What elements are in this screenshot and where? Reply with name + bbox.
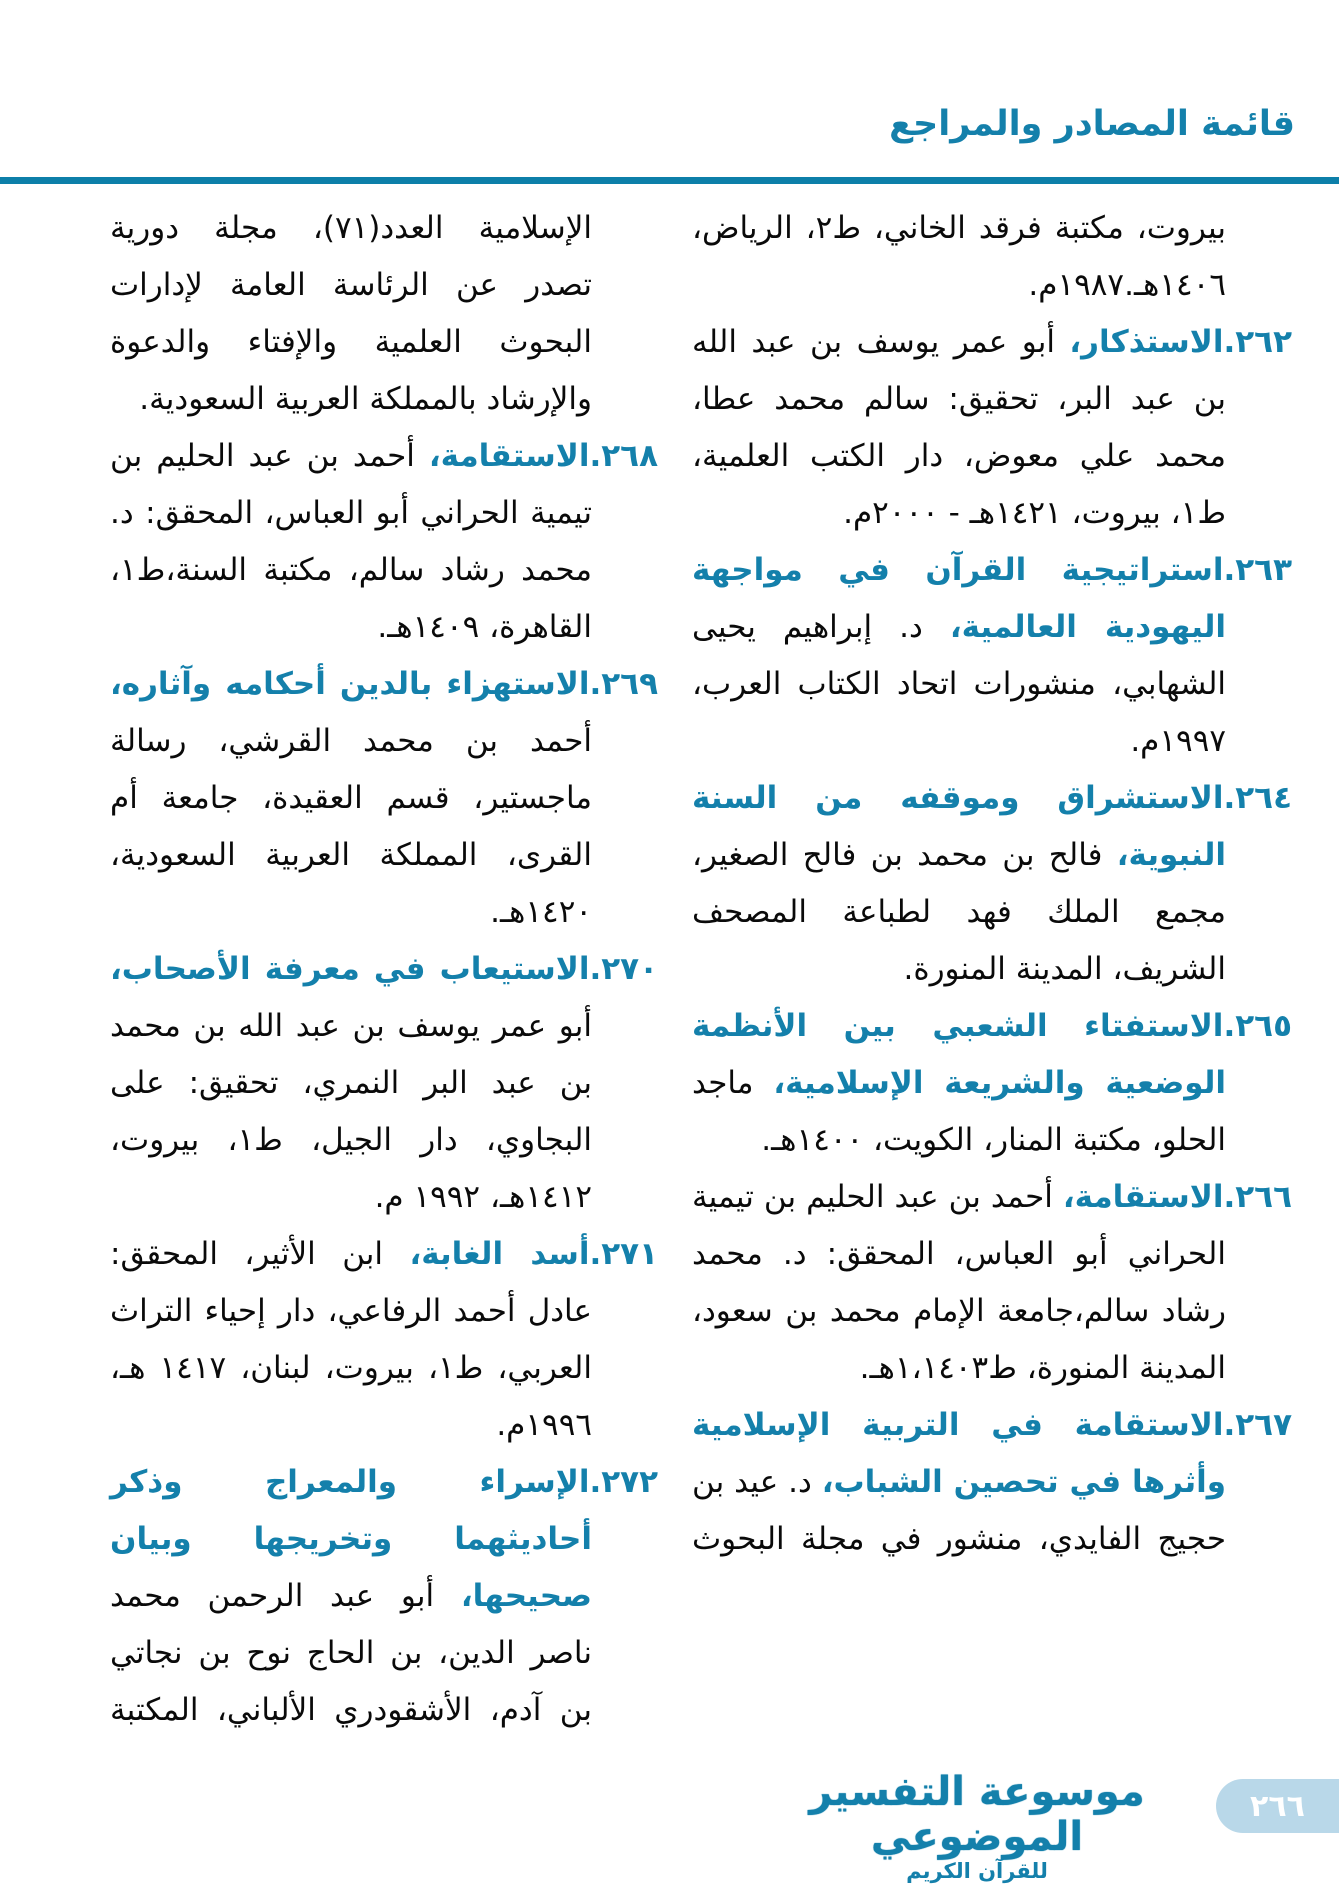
entry-title: الاستقامة، bbox=[428, 438, 590, 474]
entry-body: أحمد بن محمد القرشي، رسالة ماجستير، قسم العقيدة، جامعة أم القرى، المملكة العربية السعودية، ١٤٢٠هـ. bbox=[110, 723, 592, 930]
entry-title: الإسراء والمعراج وذكر أحاديثهما وتخريجها وبيان صحيحها، bbox=[110, 1464, 592, 1614]
entry-body: د. عيد بن حجيج الفايدي، منشور في مجلة البحوث bbox=[692, 1464, 1226, 1557]
page-number: ٢٦٦ bbox=[1250, 1788, 1305, 1824]
bib-entry-272 bbox=[110, 1454, 658, 1739]
entry-body: ابن الأثير، المحقق: عادل أحمد الرفاعي، دار إحياء التراث العربي، ط١، بيروت، لبنان، ١٤١٧ هـ، ١٩٩٦م. bbox=[110, 1236, 592, 1443]
entry-title: الاستهزاء بالدين أحكامه وآثاره، bbox=[110, 666, 590, 702]
header-rule bbox=[0, 177, 1339, 184]
page-title: قائمة المصادر والمراجع bbox=[889, 104, 1295, 144]
encyclopedia-logo bbox=[752, 1770, 1202, 1883]
bib-entry-266 bbox=[692, 1169, 1292, 1397]
entry-number: ٢٧١. bbox=[589, 1236, 658, 1272]
logo-calligraphy-sub: للقرآن الكريم bbox=[906, 1858, 1048, 1883]
bib-entry-263 bbox=[692, 542, 1292, 770]
entry-number: ٢٦٢. bbox=[1223, 324, 1292, 360]
entry-continuation: الإسلامية العدد(٧١)، مجلة دورية تصدر عن الرئاسة العامة لإدارات البحوث العلمية والإفتاء والدعوة والإرشاد بالمملكة العربية السعودية. bbox=[110, 210, 592, 417]
bib-entry-268 bbox=[110, 428, 658, 656]
entry-number: ٢٦٣. bbox=[1223, 552, 1292, 588]
entry-title: استراتيجية القرآن في مواجهة اليهودية العالمية، bbox=[692, 552, 1226, 645]
entry-title: أسد الغابة، bbox=[409, 1236, 590, 1272]
entry-title: الاستفتاء الشعبي بين الأنظمة الوضعية والشريعة الإسلامية، bbox=[692, 1008, 1227, 1101]
entry-body: فالح بن محمد بن فالح الصغير، مجمع الملك فهد لطباعة المصحف الشريف، المدينة المنورة. bbox=[692, 837, 1226, 987]
entry-number: ٢٦٦. bbox=[1223, 1179, 1293, 1215]
bib-entry-267 bbox=[692, 1397, 1292, 1568]
entry-number: ٢٧٢. bbox=[589, 1464, 658, 1500]
bib-entry-269 bbox=[110, 656, 658, 941]
entry-body: أحمد بن عبد الحليم بن تيمية الحراني أبو العباس، المحقق: د. محمد رشاد سالم، مكتبة السنة،ط١، القاهرة، ١٤٠٩هـ. bbox=[110, 438, 592, 645]
bib-entry-264 bbox=[692, 770, 1292, 998]
entry-title: الاستشراق وموقفه من السنة النبوية، bbox=[692, 780, 1226, 873]
entry-title: الاستذكار، bbox=[1069, 324, 1224, 360]
entry-number: ٢٦٧. bbox=[1223, 1407, 1292, 1443]
column-left bbox=[110, 200, 658, 1739]
entry-body: أبو عبد الرحمن محمد ناصر الدين، بن الحاج نوح بن نجاتي بن آدم، الأشقودري الألباني، المكتبة bbox=[110, 1578, 592, 1728]
entry-body: ماجد الحلو، مكتبة المنار، الكويت، ١٤٠٠هـ. bbox=[692, 1065, 1226, 1158]
entry-number: ٢٦٤. bbox=[1223, 780, 1292, 816]
entry-continuation: بيروت، مكتبة فرقد الخاني، ط٢، الرياض، ١٤٠٦هـ.١٩٨٧م. bbox=[692, 210, 1226, 303]
entry-number: ٢٦٩. bbox=[589, 666, 658, 702]
bibliography-columns bbox=[110, 200, 1292, 1739]
column-right bbox=[692, 200, 1292, 1739]
entry-title: الاستقامة في التربية الإسلامية وأثرها في تحصين الشباب، bbox=[692, 1407, 1226, 1500]
logo-calligraphy-main: موسوعة التفسير الموضوعي bbox=[809, 1769, 1145, 1860]
entry-number: ٢٦٥. bbox=[1223, 1008, 1292, 1044]
entry-body: د. إبراهيم يحيى الشهابي، منشورات اتحاد الكتاب العرب، ١٩٩٧م. bbox=[692, 609, 1226, 759]
entry-title: الاستيعاب في معرفة الأصحاب، bbox=[110, 951, 590, 987]
entry-title: الاستقامة، bbox=[1062, 1179, 1224, 1215]
bib-entry-271 bbox=[110, 1226, 658, 1454]
bib-entry-270 bbox=[110, 941, 658, 1226]
bib-entry-262 bbox=[692, 314, 1292, 542]
entry-number: ٢٧٠. bbox=[589, 951, 658, 987]
entry-body: أحمد بن عبد الحليم بن تيمية الحراني أبو العباس، المحقق: د. محمد رشاد سالم،جامعة الإمام محمد بن سعود، المدينة المنورة، ط١،١٤٠٣هـ. bbox=[692, 1179, 1226, 1386]
entry-number: ٢٦٨. bbox=[589, 438, 659, 474]
page-number-badge bbox=[1216, 1779, 1339, 1833]
bib-entry-265 bbox=[692, 998, 1292, 1169]
entry-body: أبو عمر يوسف بن عبد الله بن عبد البر، تحقيق: سالم محمد عطا، محمد علي معوض، دار الكتب العلمية، ط١، بيروت، ١٤٢١هـ - ٢٠٠٠م. bbox=[692, 324, 1226, 531]
entry-body: أبو عمر يوسف بن عبد الله بن محمد بن عبد البر النمري، تحقيق: على البجاوي، دار الجيل، ط١، بيروت، ١٤١٢هـ، ١٩٩٢ م. bbox=[110, 1008, 592, 1215]
